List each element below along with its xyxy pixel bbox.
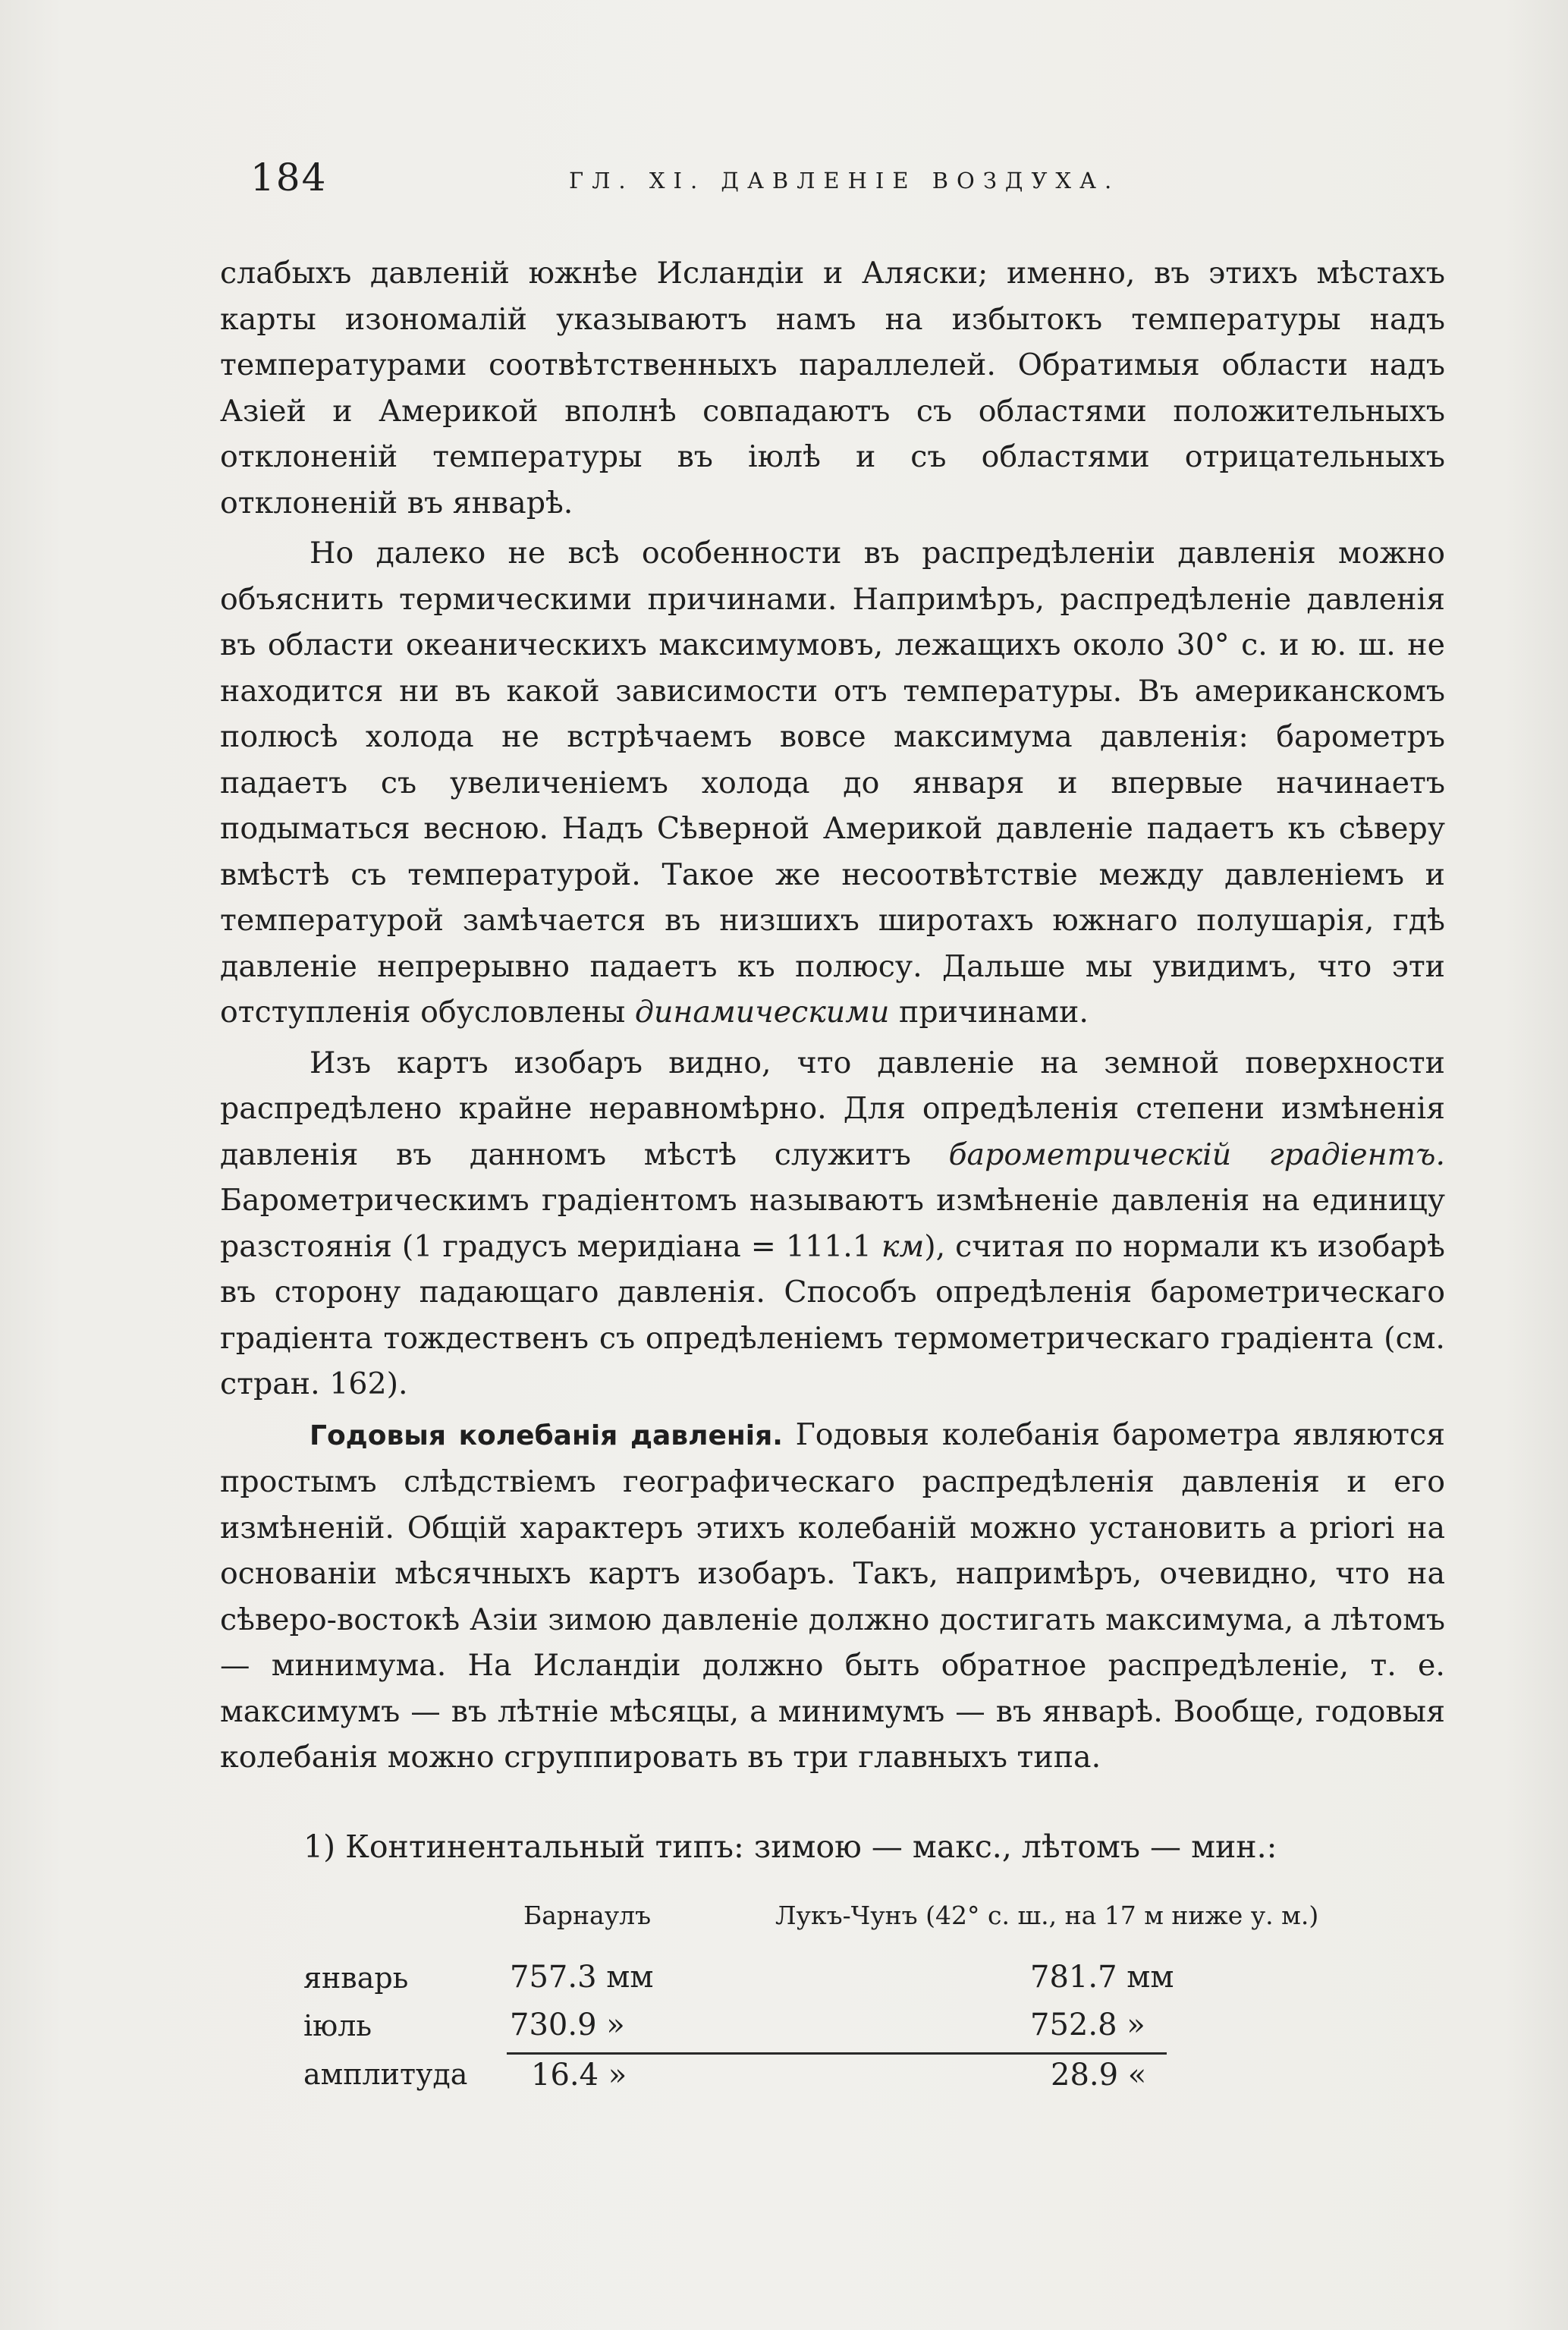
sum-rule (507, 2052, 1167, 2055)
column-header-barnaul: Барнаулъ (523, 1901, 652, 1930)
section-heading: Годовыя колебанія давленія. (310, 1420, 783, 1451)
body-text (220, 250, 1445, 1785)
page-number: 184 (250, 156, 328, 200)
row-label-amplitude: амплитуда (303, 2058, 468, 2091)
paragraph-1: слабыхъ давленій южнѣе Исландіи и Аляски; именно, въ этихъ мѣстахъ карты изономалій указываютъ намъ на избытокъ температуры надъ температурами соотвѣтственныхъ параллелей. Обратимыя области надъ Азіей и Америкой вполнѣ совпадаютъ съ областями положительныхъ отклоненій температуры въ іюлѣ и съ областями отрицательныхъ отклоненій въ январѣ. (220, 256, 1445, 520)
cell-lukchun-january: 781.7 мм (1030, 1960, 1174, 1995)
row-label-january: январь (303, 1961, 409, 1995)
running-title: ГЛ. XI. ДАВЛЕНІЕ ВОЗДУХА. (569, 168, 1120, 193)
cell-lukchun-july: 752.8 » (1030, 2008, 1145, 2042)
cell-lukchun-amplitude: 28.9 « (1051, 2058, 1147, 2093)
italic-dynamic: динамическими (634, 995, 890, 1030)
italic-gradient-term: барометрическій градіентъ. (948, 1137, 1445, 1172)
paragraph-3: Изъ картъ изобаръ видно, что давленіе на земной поверхности распредѣлено крайне неравномѣрно. Для опредѣленія степени измѣненія давленія въ данномъ мѣстѣ служитъ барометрическій градіентъ. Барометрическимъ градіентомъ называютъ измѣненіе давленія на единицу разстоянія (1 градусъ меридіана = 111.1 км), считая по нормали къ изобарѣ въ сторону падающаго давленія. Способъ опредѣленія барометрическаго градіента тождественъ съ опредѣленіемъ термометрическаго градіента (см. стран. 162). (220, 1045, 1446, 1401)
paragraph-4: Годовыя колебанія давленія. Годовыя колебанія барометра являются простымъ слѣдствіемъ географическаго распредѣленія давленія и его измѣненій. Общій характеръ этихъ колебаній можно установить a priori на основаніи мѣсячныхъ картъ изобаръ. Такъ, напримѣръ, очевидно, что на сѣверо-востокѣ Азіи зимою давленіе должно достигать максимума, а лѣтомъ — минимума. На Исландіи должно быть обратное распредѣленіе, т. е. максимумъ — въ лѣтніе мѣсяцы, а минимумъ — въ январѣ. Вообще, годовыя колебанія можно сгруппировать въ три главныхъ типа. (220, 1417, 1445, 1775)
cell-barnaul-amplitude: 16.4 » (531, 2058, 627, 2093)
paragraph-2: Но далеко не всѣ особенности въ распредѣленіи давленія можно объяснить термическими причинами. Напримѣръ, распредѣленіе давленія въ области океаническихъ максимумовъ, лежащихъ около 30° с. и ю. ш. не находится ни въ какой зависимости отъ температуры. Въ американскомъ полюсѣ холода не встрѣчаемъ вовсе максимума давленія: барометръ падаетъ съ увеличеніемъ холода до января и впервые начинаетъ подыматься весною. Надъ Сѣверной Америкой давленіе падаетъ къ сѣверу вмѣстѣ съ температурой. Такое же несоотвѣтствіе между давленіемъ и температурой замѣчается въ низшихъ широтахъ южнаго полушарія, гдѣ давленіе непрерывно падаетъ къ полюсу. Дальше мы увидимъ, что эти отступленія обусловлены динамическими причинами. (220, 536, 1445, 1030)
cell-barnaul-january: 757.3 мм (510, 1960, 654, 1995)
type-line: 1) Континентальный типъ: зимою — макс., лѣтомъ — мин.: (303, 1828, 1277, 1865)
page-header (220, 156, 1441, 209)
column-header-luk-chun: Лукъ-Чунъ (42° с. ш., на 17 м ниже у. м.) (775, 1901, 1319, 1930)
row-label-july: іюль (303, 2009, 372, 2042)
italic-km: км (881, 1228, 925, 1264)
cell-barnaul-july: 730.9 » (510, 2008, 625, 2042)
